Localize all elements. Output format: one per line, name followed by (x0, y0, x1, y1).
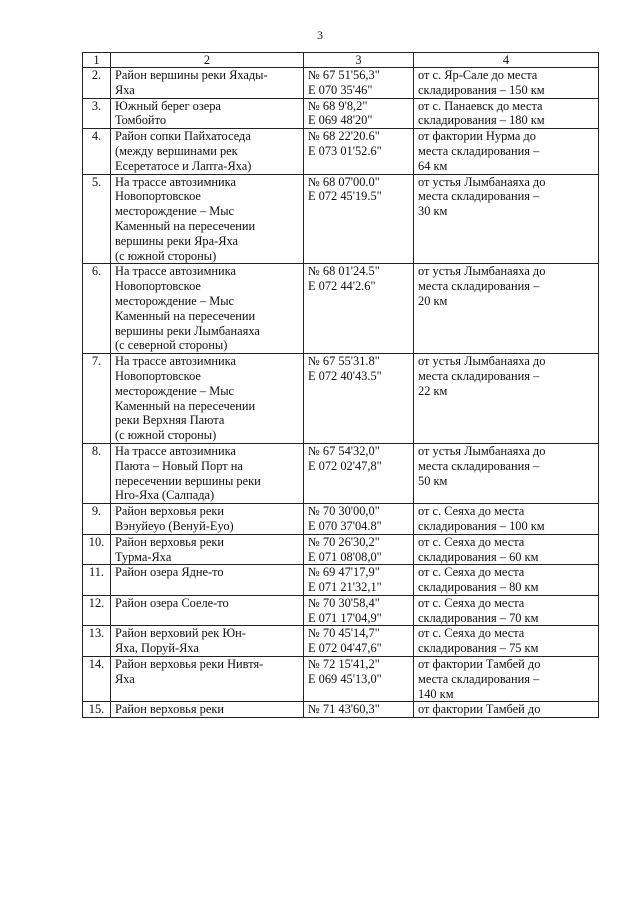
location-name: Район верховий рек Юн- Яха, Поруй-Яха (111, 626, 304, 657)
location-name: Район озера Ядне-то (111, 565, 304, 596)
location-name: На трассе автозимника Паюта – Новый Порт на пересечении вершины реки Нго-Яха (Салпада) (111, 443, 304, 503)
table-row (83, 174, 599, 264)
distance-note: от с. Сеяха до места складирования – 75 км (414, 626, 599, 657)
distance-note: от фактории Нурма до места складирования – 64 км (414, 129, 599, 174)
table-row (83, 98, 599, 129)
row-number: 3. (83, 98, 111, 129)
distance-note: от устья Лымбанаяха до места складирования – 22 км (414, 354, 599, 444)
location-name: Район верховья реки (111, 702, 304, 718)
row-number: 15. (83, 702, 111, 718)
coordinates: № 72 15'41,2" Е 069 45'13,0" (304, 657, 414, 702)
coordinates: № 70 26'30,2" Е 071 08'08,0" (304, 534, 414, 565)
table-row (83, 702, 599, 718)
distance-note: от устья Лымбанаяха до места складирования – 50 км (414, 443, 599, 503)
page-number: 3 (317, 28, 323, 42)
row-number: 2. (83, 68, 111, 99)
location-name: Район верховья реки Вэнуйеуо (Венуй-Еуо) (111, 504, 304, 535)
table-row (83, 565, 599, 596)
distance-note: от устья Лымбанаяха до места складирования – 20 км (414, 264, 599, 354)
distance-note: от с. Панаевск до места складирования – 180 км (414, 98, 599, 129)
location-name: Район сопки Пайхатоседа (между вершинами рек Есеретатосе и Лапта-Яха) (111, 129, 304, 174)
distance-note: от с. Яр-Сале до места складирования – 150 км (414, 68, 599, 99)
distance-note: от с. Сеяха до места складирования – 60 км (414, 534, 599, 565)
location-name: Район верховья реки Нивтя- Яха (111, 657, 304, 702)
coordinates: № 68 22'20.6" Е 073 01'52.6" (304, 129, 414, 174)
table-row (83, 626, 599, 657)
row-number: 5. (83, 174, 111, 264)
coordinates: № 70 30'58,4" Е 071 17'04,9" (304, 595, 414, 626)
coordinates: № 67 55'31.8" Е 072 40'43.5" (304, 354, 414, 444)
row-number: 7. (83, 354, 111, 444)
coordinates: № 69 47'17,9" Е 071 21'32,1" (304, 565, 414, 596)
coordinates: № 68 01'24.5" Е 072 44'2.6" (304, 264, 414, 354)
row-number: 10. (83, 534, 111, 565)
location-name: Южный берег озера Томбойто (111, 98, 304, 129)
location-name: На трассе автозимника Новопортовское месторождение – Мыс Каменный на пересечении вершины реки Яра-Яха (с южной стороны) (111, 174, 304, 264)
table-row (83, 504, 599, 535)
location-name: Район озера Соеле-то (111, 595, 304, 626)
table-row (83, 443, 599, 503)
location-name: На трассе автозимника Новопортовское месторождение – Мыс Каменный на пересечении вершины реки Лымбанаяха (с северной стороны) (111, 264, 304, 354)
distance-note: от фактории Тамбей до места складирования – 140 км (414, 657, 599, 702)
row-number: 11. (83, 565, 111, 596)
row-number: 14. (83, 657, 111, 702)
row-number: 9. (83, 504, 111, 535)
table-row (83, 657, 599, 702)
table-row (83, 595, 599, 626)
locations-table (82, 52, 599, 718)
table-header-row (83, 53, 599, 68)
coordinates: № 68 07'00.0" Е 072 45'19.5" (304, 174, 414, 264)
table-row (83, 264, 599, 354)
distance-note: от фактории Тамбей до (414, 702, 599, 718)
distance-note: от с. Сеяха до места складирования – 80 км (414, 565, 599, 596)
coordinates: № 68 9'8,2" Е 069 48'20" (304, 98, 414, 129)
location-name: Район верховья реки Турма-Яха (111, 534, 304, 565)
distance-note: от с. Сеяха до места складирования – 70 км (414, 595, 599, 626)
coordinates: № 71 43'60,3" (304, 702, 414, 718)
table-row (83, 354, 599, 444)
coordinates: № 67 51'56,3" Е 070 35'46" (304, 68, 414, 99)
table-row (83, 534, 599, 565)
coordinates: № 70 30'00,0" Е 070 37'04.8" (304, 504, 414, 535)
coordinates: № 67 54'32,0" Е 072 02'47,8" (304, 443, 414, 503)
location-name: На трассе автозимника Новопортовское месторождение – Мыс Каменный на пересечении реки Верхняя Паюта (с южной стороны) (111, 354, 304, 444)
table-row (83, 68, 599, 99)
location-name: Район вершины реки Яхады- Яха (111, 68, 304, 99)
distance-note: от устья Лымбанаяха до места складирования – 30 км (414, 174, 599, 264)
row-number: 4. (83, 129, 111, 174)
header-cell: 3 (304, 53, 414, 68)
header-cell: 1 (83, 53, 111, 68)
row-number: 8. (83, 443, 111, 503)
row-number: 12. (83, 595, 111, 626)
header-cell: 2 (111, 53, 304, 68)
row-number: 13. (83, 626, 111, 657)
table-row (83, 129, 599, 174)
header-cell: 4 (414, 53, 599, 68)
row-number: 6. (83, 264, 111, 354)
coordinates: № 70 45'14,7" Е 072 04'47,6" (304, 626, 414, 657)
distance-note: от с. Сеяха до места складирования – 100 км (414, 504, 599, 535)
